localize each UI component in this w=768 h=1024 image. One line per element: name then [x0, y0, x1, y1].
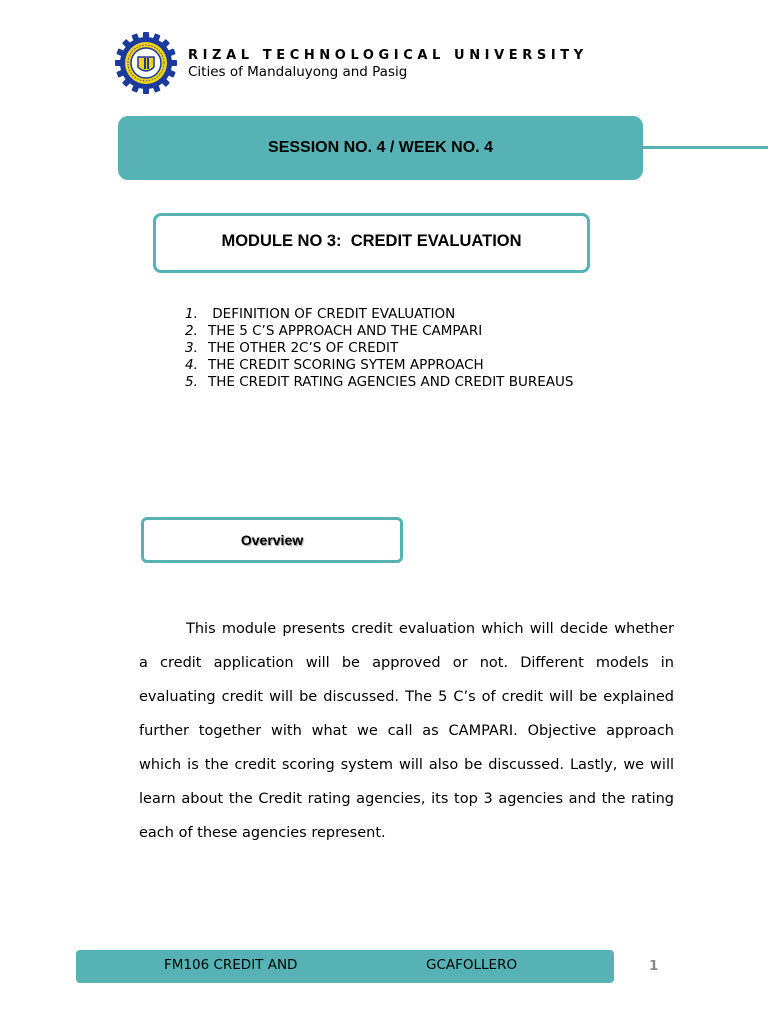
university-seal-icon — [114, 31, 178, 95]
list-item — [185, 306, 573, 323]
university-name: RIZAL TECHNOLOGICAL UNIVERSITY — [188, 48, 588, 63]
list-text: THE 5 C’S APPROACH AND THE CAMPARI — [208, 323, 483, 339]
overview-heading: Overview — [240, 531, 304, 548]
list-number: 5. — [185, 374, 198, 390]
list-item — [185, 357, 573, 374]
list-text: THE CREDIT SCORING SYTEM APPROACH — [208, 357, 484, 373]
module-title-box — [153, 213, 590, 273]
session-title: SESSION NO. 4 / WEEK NO. 4 — [268, 139, 493, 156]
session-banner — [118, 116, 643, 180]
list-number: 1. — [185, 306, 198, 322]
list-number: 2. — [185, 323, 198, 339]
list-number: 4. — [185, 357, 198, 373]
overview-paragraph: This module presents credit evaluation which will decide whether a credit application will be approved or not. Different models in evaluating credit will be discussed. The 5 C’s of credit will be explained further together with what we call as CAMPARI. Objective approach which is the credit scoring system will also be discussed. Lastly, we will learn about the Credit rating agencies, its top 3 agencies and the rating each of these agencies represent. — [139, 621, 674, 841]
module-title: MODULE NO 3: CREDIT EVALUATION — [221, 231, 522, 250]
list-item — [185, 340, 573, 357]
list-text: THE CREDIT RATING AGENCIES AND CREDIT BUREAUS — [208, 374, 574, 390]
list-item — [185, 374, 573, 391]
page-number: 1 — [649, 958, 659, 974]
campus-location: Cities of Mandaluyong and Pasig — [188, 64, 408, 80]
session-divider-line — [643, 146, 768, 149]
list-text: THE OTHER 2C’S OF CREDIT — [208, 340, 399, 356]
overview-heading-box — [141, 517, 403, 563]
footer-course: FM106 CREDIT AND — [164, 957, 298, 973]
topic-list — [185, 306, 573, 391]
footer-bar — [76, 950, 614, 983]
list-number: 3. — [185, 340, 198, 356]
list-item — [185, 323, 573, 340]
list-text: DEFINITION OF CREDIT EVALUATION — [208, 306, 456, 322]
footer-author: GCAFOLLERO — [426, 957, 518, 973]
